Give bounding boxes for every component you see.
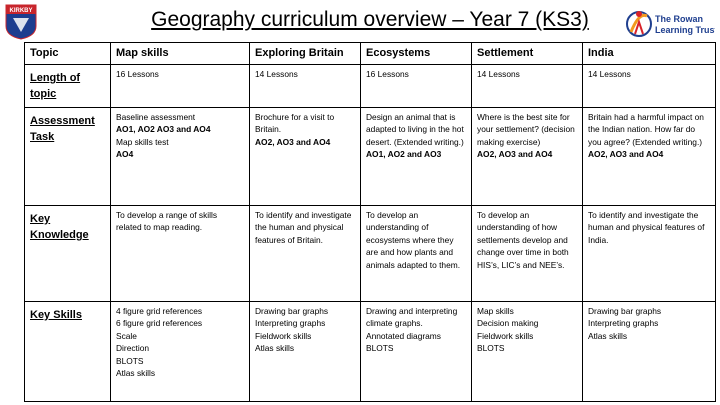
cell-text-line: Design an animal that is adapted to living in the hot desert. (Extended writing.) [366,112,464,147]
table-cell-settlement [472,302,583,402]
cell-text-line: AO1, AO2 and AO3 [366,149,442,160]
cell-text-line: Map skills [477,306,514,316]
cell-text-line: AO2, AO3 and AO4 [255,136,331,147]
cell-text-line: Decision making [477,318,539,329]
table-cell-ecosystems [361,206,472,302]
table-cell-india [583,302,716,402]
column-header-map-skills: Map skills [111,43,250,65]
cell-text-line: Atlas skills [116,368,156,379]
table-cell-map-skills [111,65,250,108]
cell-text-line: To identify and investigate the human and physical features of India. [588,210,705,245]
column-header-exploring-britain: Exploring Britain [250,43,361,65]
cell-text-line: To develop an understanding of how settlements develop and change over time in both HIS’s, LIC’s and NEE’s. [477,210,569,270]
cell-text-line: Annotated diagrams [366,330,441,341]
table-cell-india [583,65,716,108]
row-header: Key Knowledge [25,206,111,302]
table-cell-map-skills [111,108,250,206]
table-cell-map-skills [111,302,250,402]
cell-text-line: Fieldwork skills [255,330,312,341]
row-header: Assessment Task [25,108,111,206]
rowan-logo-line1: The Rowan [655,14,704,24]
cell-text-line: Interpreting graphs [255,318,326,329]
cell-text-line: To develop an understanding of ecosystems where they are and how plants and animals adapted to them. [366,210,461,270]
curriculum-table [24,42,716,402]
cell-text-line: Fieldwork skills [477,330,534,341]
cell-text-line: BLOTS [116,355,144,366]
cell-text-line: 16 Lessons [366,69,409,79]
cell-text-line: Atlas skills [255,343,295,354]
table-cell-ecosystems [361,302,472,402]
table-row [25,206,716,302]
table-row [25,302,716,402]
cell-text-line: AO1, AO2 AO3 and AO4 [116,124,211,135]
cell-text-line: 14 Lessons [255,69,298,79]
cell-text-line: Baseline assessment [116,112,196,122]
cell-text-line: Drawing bar graphs [255,306,329,316]
table-cell-settlement [472,65,583,108]
table-header-row [25,43,716,65]
column-header-ecosystems: Ecosystems [361,43,472,65]
table-cell-settlement [472,108,583,206]
row-header: Key Skills [25,302,111,402]
row-header: Length of topic [25,65,111,108]
column-header-settlement: Settlement [472,43,583,65]
column-header-topic: Topic [25,43,111,65]
rowan-logo-line2: Learning Trust [655,25,715,35]
table-cell-ecosystems [361,65,472,108]
page-title: Geography curriculum overview – Year 7 (KS3) [151,8,589,31]
table-cell-exploring-britain [250,302,361,402]
cell-text-line: To identify and investigate the human and physical features of Britain. [255,210,352,245]
cell-text-line: To develop a range of skills related to map reading. [116,210,218,233]
cell-text-line: 16 Lessons [116,69,159,79]
cell-text-line: 14 Lessons [588,69,631,79]
cell-text-line: BLOTS [477,343,505,354]
table-cell-exploring-britain [250,108,361,206]
cell-text-line: BLOTS [366,343,394,354]
table-cell-india [583,108,716,206]
cell-text-line: AO2, AO3 and AO4 [477,149,553,160]
cell-text-line: Drawing bar graphs [588,306,662,316]
cell-text-line: 4 figure grid references [116,306,203,316]
kirkby-logo [5,4,37,40]
cell-text-line: 14 Lessons [477,69,520,79]
table-cell-settlement [472,206,583,302]
cell-text-line: Direction [116,343,150,354]
rowan-learning-trust-logo [625,4,715,44]
table-cell-exploring-britain [250,65,361,108]
table-cell-india [583,206,716,302]
kirkby-logo-text: KIRKBY [9,8,33,14]
cell-text-line: 6 figure grid references [116,318,203,329]
cell-text-line: Scale [116,330,137,341]
cell-text-line: Britain had a harmful impact on the Indian nation. How far do you agree? (Extended writing.) [588,112,704,147]
table-row [25,65,716,108]
cell-text-line: AO4 [116,149,134,160]
cell-text-line: AO2, AO3 and AO4 [588,149,664,160]
column-header-india: India [583,43,716,65]
table-cell-map-skills [111,206,250,302]
table-cell-exploring-britain [250,206,361,302]
cell-text-line: Atlas skills [588,330,628,341]
table-cell-ecosystems [361,108,472,206]
cell-text-line: Where is the best site for your settlement? (decision making exercise) [477,112,575,147]
cell-text-line: Map skills test [116,136,169,147]
cell-text-line: Brochure for a visit to Britain. [255,112,335,135]
cell-text-line: Interpreting graphs [588,318,659,329]
table-row [25,108,716,206]
cell-text-line: Drawing and interpreting climate graphs. [366,306,458,329]
